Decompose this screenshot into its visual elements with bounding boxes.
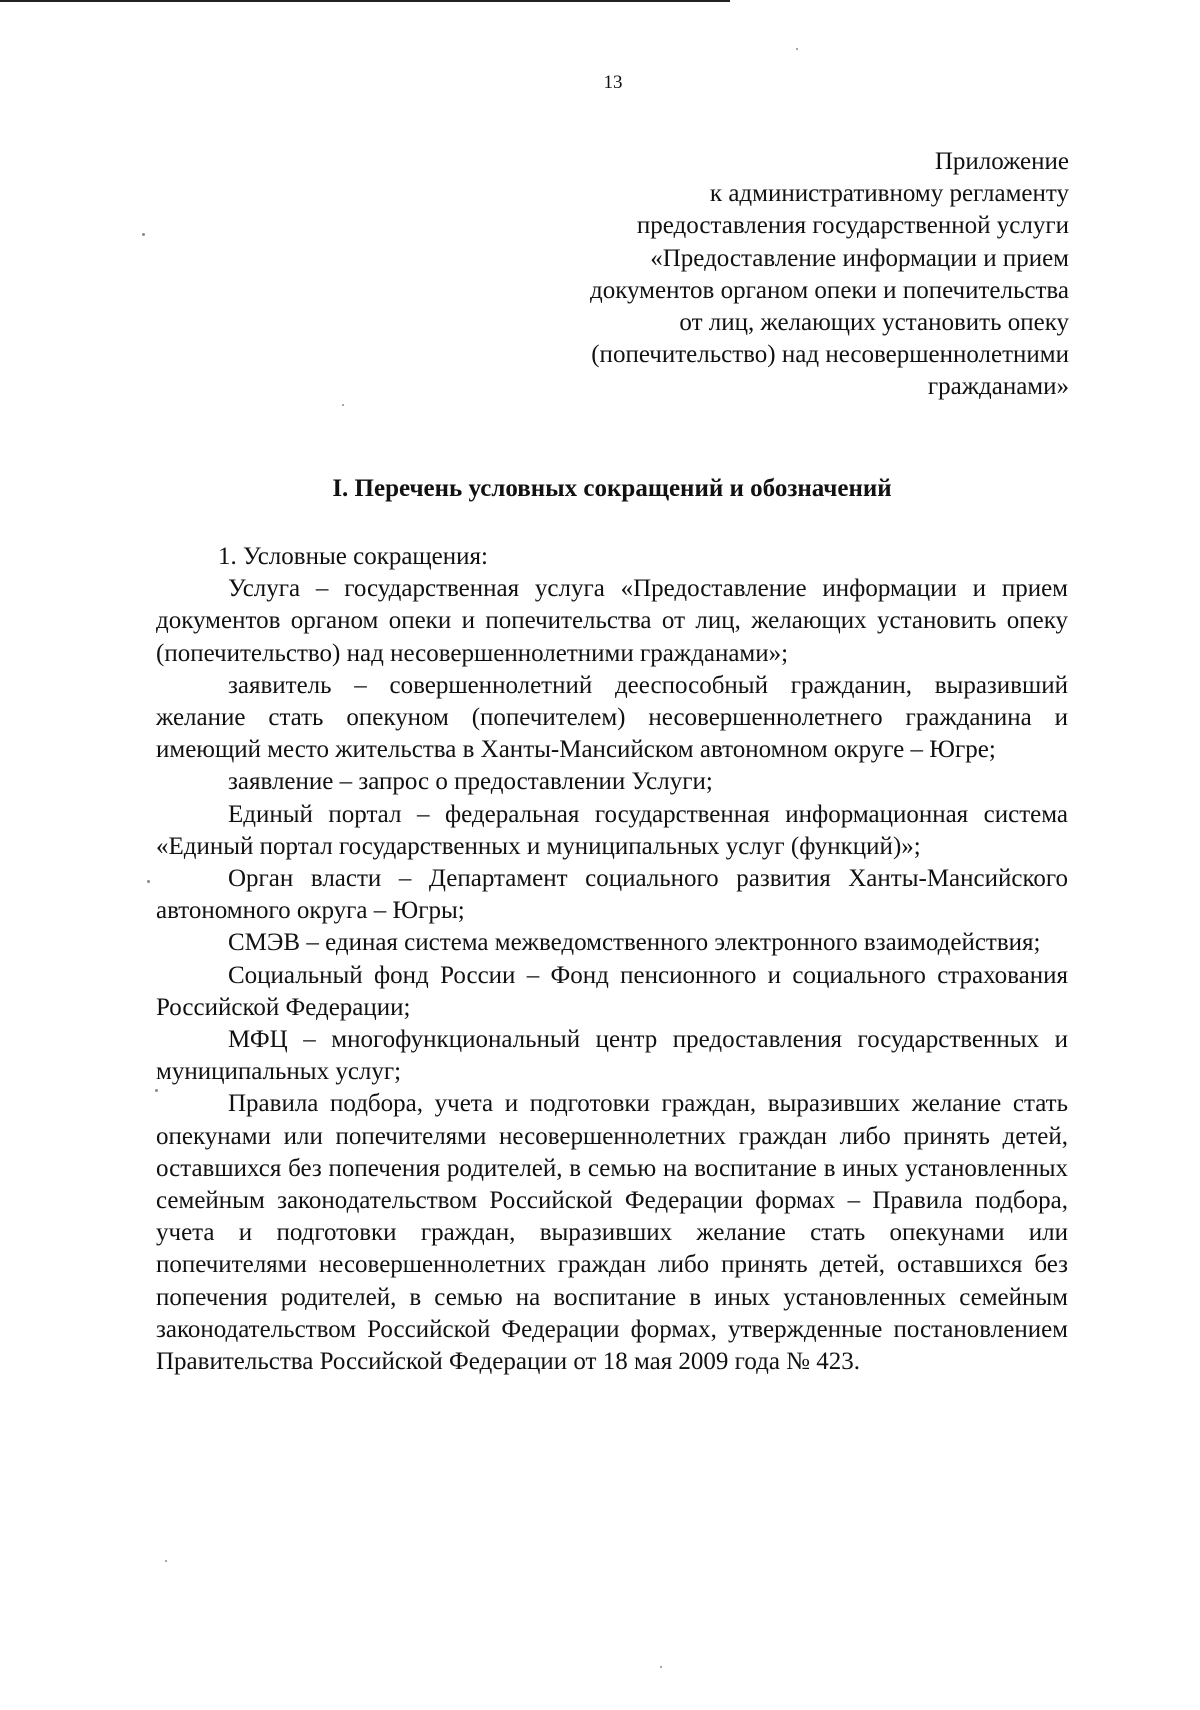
appendix-header: [429, 146, 1069, 404]
appendix-line: (попечительство) над несовершеннолетними: [591, 341, 1069, 369]
definition-paragraph: заявление – запрос о предоставлении Услуги;: [228, 768, 713, 796]
definition-paragraph: заявитель – совершеннолетний дееспособный гражданин, выразивший желание стать опекуном (попечителем) несовершеннолетнего гражданина и имеющий место жительства в Ханты-Мансийском автономном округе – Югре;: [156, 671, 1068, 764]
appendix-line: от лиц, желающих установить опеку: [679, 309, 1069, 337]
scan-speck: [660, 1666, 662, 1668]
scan-speck: [147, 880, 150, 883]
definition-paragraph: МФЦ – многофункциональный центр предоставления государственных и муниципальных услуг;: [156, 1026, 1068, 1086]
lead-paragraph: 1. Условные сокращения:: [218, 543, 488, 570]
scan-speck: [142, 233, 145, 236]
appendix-line: гражданами»: [927, 373, 1069, 401]
scan-top-edge-line: [0, 0, 730, 2]
definition-paragraph: Социальный фонд России – Фонд пенсионного и социального страхования Российской Федерации;: [156, 961, 1068, 1021]
appendix-line: документов органом опеки и попечительства: [589, 276, 1069, 304]
scan-speck: [165, 1560, 167, 1562]
section-body: [156, 541, 1068, 1378]
appendix-line: «Предоставление информации и прием: [650, 244, 1069, 272]
definition-paragraph: Услуга – государственная услуга «Предоставление информации и прием документов органом опеки и попечительства от лиц, желающих установить опеку (попечительство) над несовершеннолетними гражданами»;: [156, 575, 1068, 667]
definition-paragraph: СМЭВ – единая система межведомственного электронного взаимодействия;: [228, 929, 1041, 957]
appendix-line: к административному регламенту: [709, 180, 1069, 208]
appendix-line: предоставления государственной услуги: [636, 212, 1069, 240]
section-title: I. Перечень условных сокращений и обозначений: [332, 475, 892, 502]
scan-speck: [155, 1089, 158, 1092]
definition-paragraph: Правила подбора, учета и подготовки граждан, выразивших желание стать опекунами или попечителями несовершеннолетних граждан либо принять детей, оставшихся без попечения родителей, в семью на воспитание в иных установленных семейным законодательством Российской Федерации формах – Правила подбора, учета и подготовки граждан, выразивших желание стать опекунами или попечителями несовершеннолетних граждан либо принять детей, оставшихся без попечения родителей, в семью на воспитание в иных установленных семейным законодательством Российской Федерации формах, утвержденные постановлением Правительства Российской Федерации от 18 мая 2009 года № 423.: [156, 1090, 1068, 1376]
scan-speck: [342, 404, 344, 406]
scan-speck: [796, 48, 798, 50]
page-number: 13: [603, 72, 623, 93]
definition-paragraph: Орган власти – Департамент социального развития Ханты-Мансийского автономного округа – Югры;: [156, 865, 1068, 925]
appendix-line: Приложение: [934, 148, 1069, 175]
definition-paragraph: Единый портал – федеральная государственная информационная система «Единый портал государственных и муниципальных услуг (функций)»;: [156, 800, 1068, 860]
